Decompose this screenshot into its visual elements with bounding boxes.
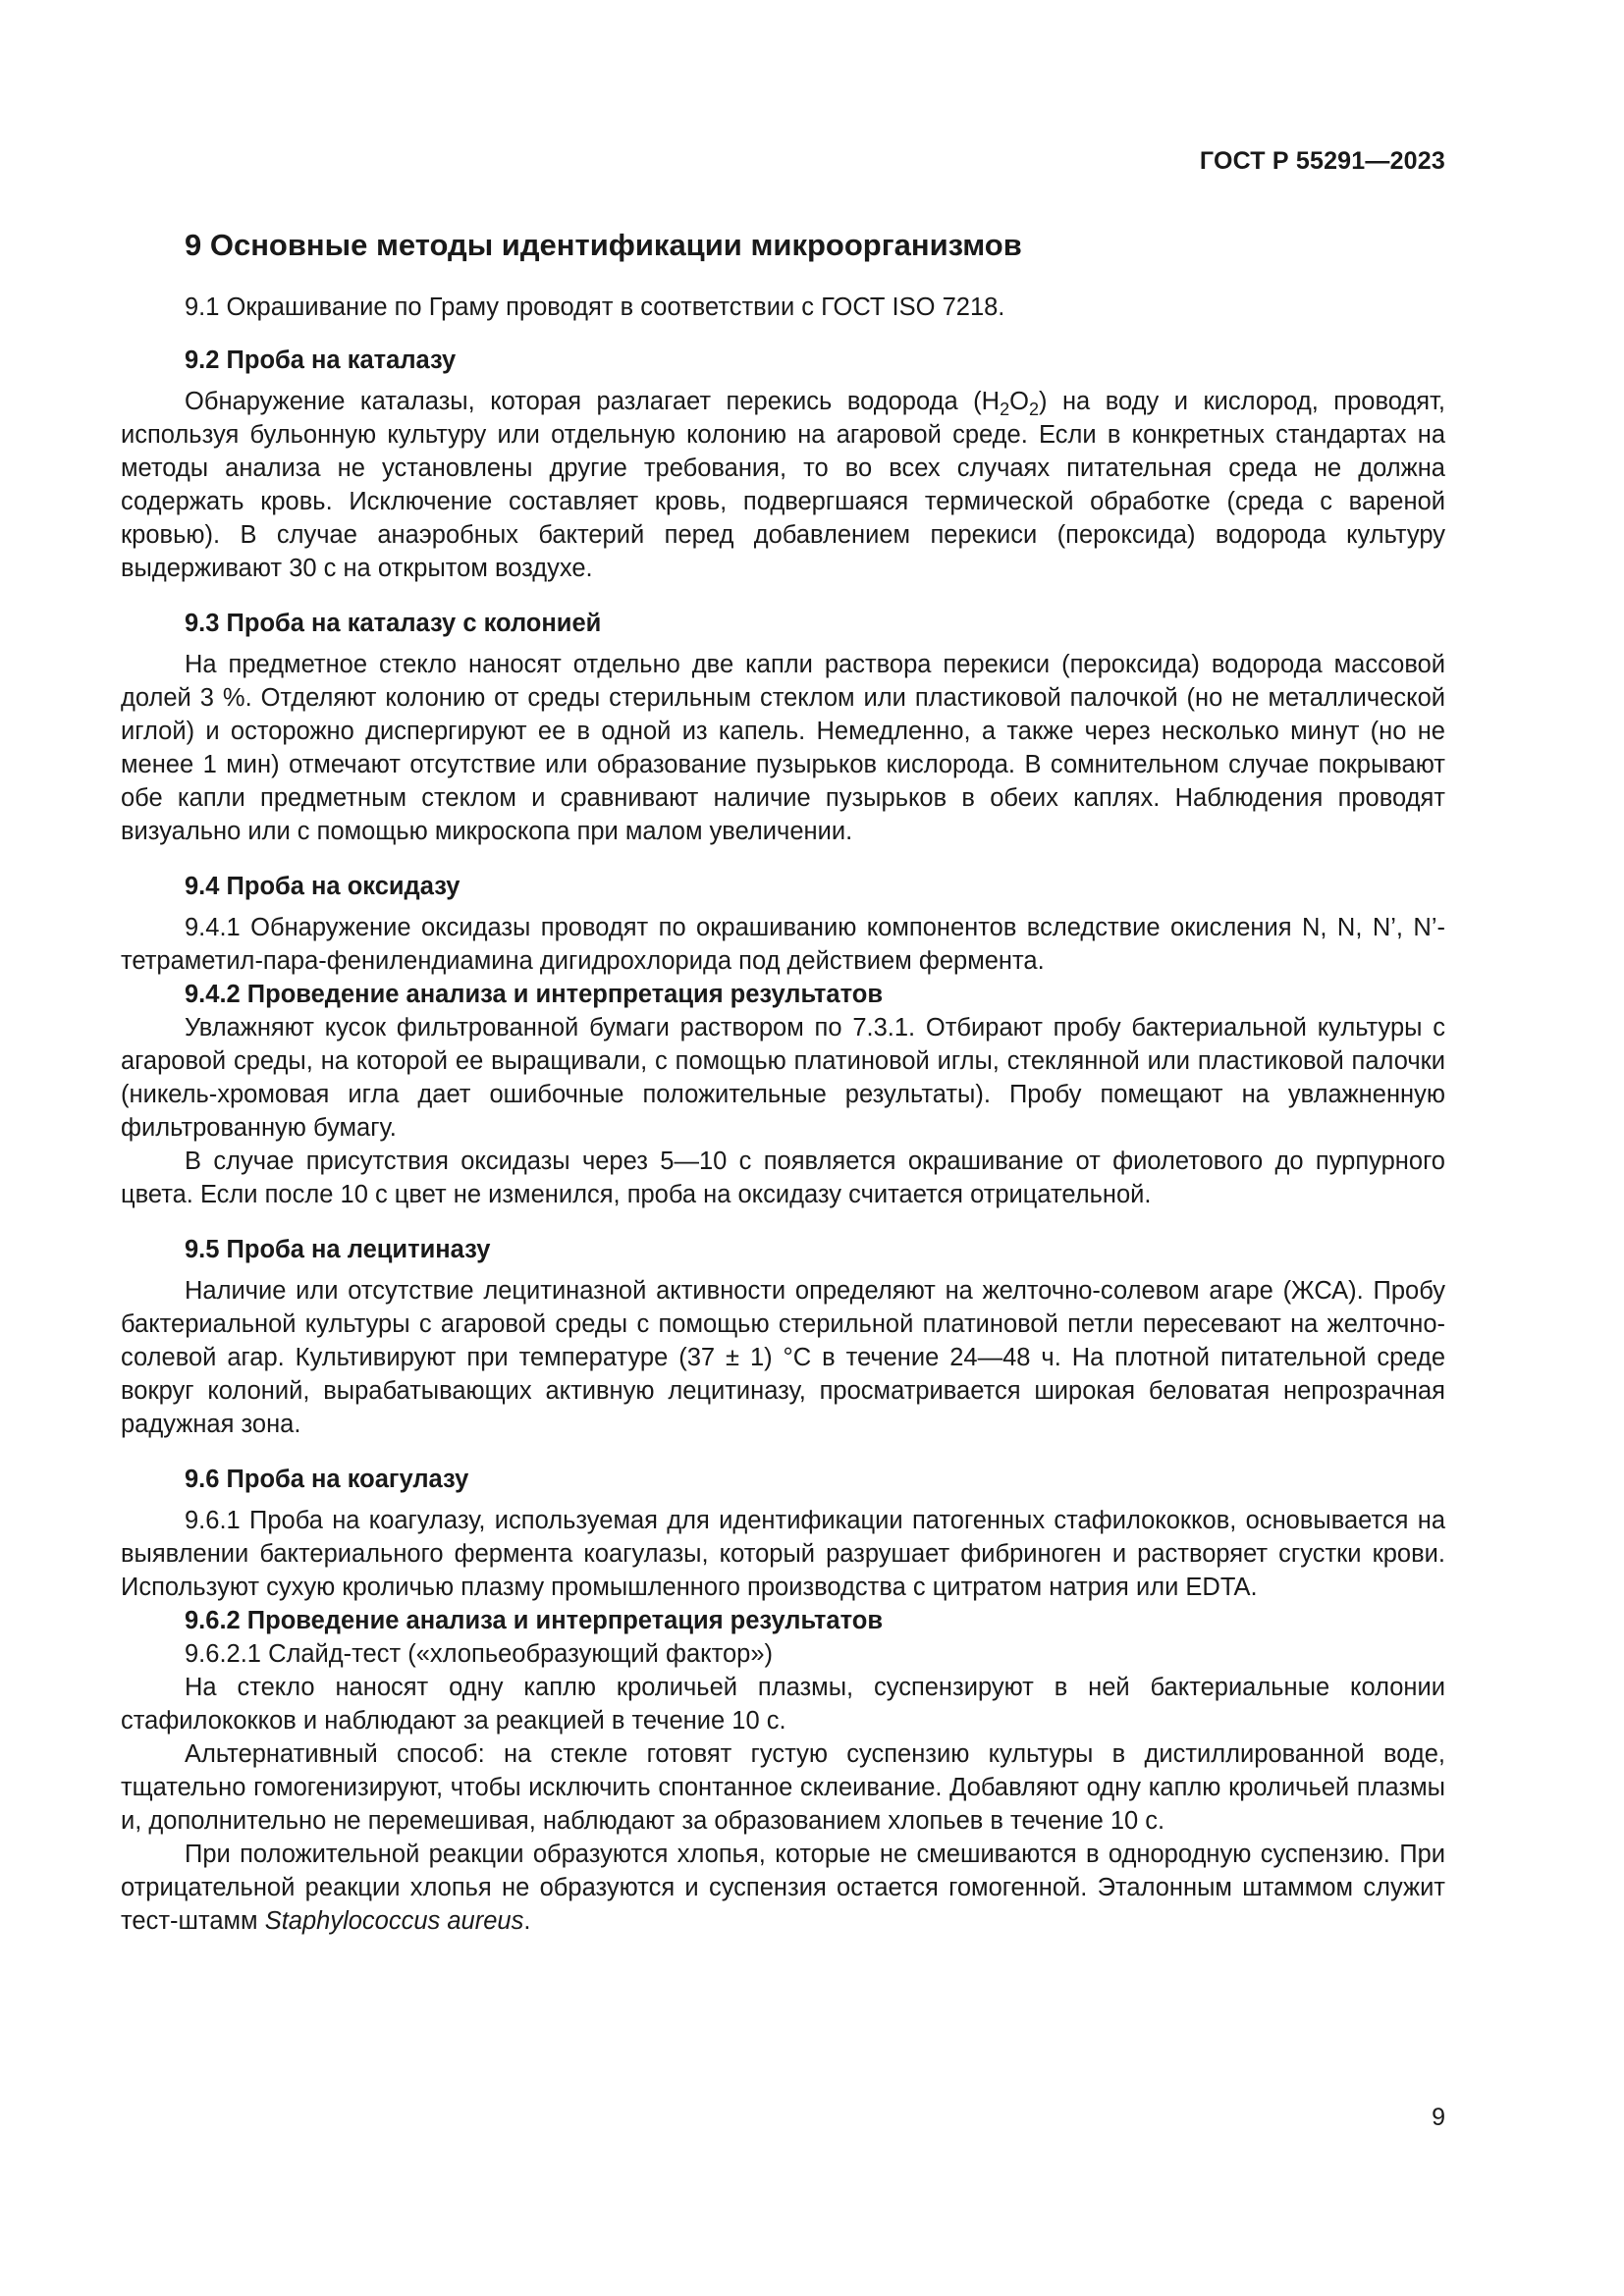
heading-9-4-2: 9.4.2 Проведение анализа и интерпретация результатов	[185, 981, 884, 1008]
heading-9-6: 9.6 Проба на коагулазу	[185, 1466, 469, 1493]
paragraph-9-6-1: 9.6.1 Проба на коагулазу, используемая для идентификации патогенных стафилококков, основывается на выявлении бактериального фермента коагулазы, который разрушает фибриноген и растворяет сгустки крови. Используют сухую кроличью плазму промышленного производства с цитратом натрия или EDTA.	[121, 1507, 1445, 1601]
heading-9-6-2: 9.6.2 Проведение анализа и интерпретация результатов	[185, 1607, 884, 1634]
heading-9-5: 9.5 Проба на лецитиназу	[185, 1236, 491, 1263]
heading-9-2: 9.2 Проба на каталазу	[185, 347, 457, 374]
paragraph-9-6-2-b: Альтернативный способ: на стекле готовят густую суспензию культуры в дистиллированной воде, тщательно гомогенизируют, чтобы исключить спонтанное склеивание. Добавляют одну каплю кроличьей плазмы и, дополнительно не перемешивая, наблюдают за образованием хлопьев в течение 10 с.	[121, 1740, 1445, 1835]
item-9-6-2-1: 9.6.2.1 Слайд-тест («хлопьеобразующий фактор»)	[185, 1640, 774, 1668]
page-content	[121, 226, 1445, 1938]
paragraph-9-4-2-a: Увлажняют кусок фильтрованной бумаги раствором по 7.3.1. Отбирают пробу бактериальной культуры с агаровой среды, на которой ее выращивали, с помощью платиновой иглы, стеклянной или пластиковой палочки (никель-хромовая игла дает ошибочные положительные результаты). Пробу помещают на увлажненную фильтрованную бумагу.	[121, 1014, 1445, 1142]
paragraph-9-6-2-c: При положительной реакции образуются хлопья, которые не смешиваются в однородную суспензию. При отрицательной реакции хлопья не образуются и суспензия остается гомогенной. Эталонным штаммом служит тест-штамм Staphylococcus aureus.	[121, 1841, 1445, 1935]
paragraph-9-1: 9.1 Окрашивание по Граму проводят в соответствии с ГОСТ ISO 7218.	[185, 294, 1005, 321]
paragraph-9-6-2-a: На стекло наносят одну каплю кроличьей плазмы, суспензируют в ней бактериальные колонии стафилококков и наблюдают за реакцией в течение 10 с.	[121, 1674, 1445, 1735]
paragraph-9-3: На предметное стекло наносят отдельно две капли раствора перекиси (пероксида) водорода массовой долей 3 %. Отделяют колонию от среды стерильным стеклом или пластиковой палочкой (но не металлической иглой) и осторожно диспергируют ее в одной из капель. Немедленно, а также через несколько минут (но не менее 1 мин) отмечают отсутствие или образование пузырьков кислорода. В сомнительном случае покрывают обе капли предметным стеклом и сравнивают наличие пузырьков в обеих каплях. Наблюдения проводят визуально или с помощью микроскопа при малом увеличении.	[121, 651, 1445, 845]
document-code: ГОСТ Р 55291—2023	[1199, 147, 1445, 175]
species-name: Staphylococcus aureus	[264, 1907, 524, 1935]
heading-9-4: 9.4 Проба на оксидазу	[185, 873, 460, 900]
paragraph-9-2: Обнаружение каталазы, которая разлагает перекись водорода $(H_2O_2)$ на воду и кислород, проводят, используя бульонную культуру или отдельную колонию на агаровой среде. Если в конкретных стандартах на методы анализа не установлены другие требования, то во всех случаях питательная среда не должна содержать кровь. Исключение составляет кровь, подвергшаяся термической обработке (среда с вареной кровью). В случае анаэробных бактерий перед добавлением перекиси (пероксида) водорода культуру выдерживают 30 с на открытом воздухе.	[121, 388, 1445, 582]
paragraph-9-4-1: 9.4.1 Обнаружение оксидазы проводят по окрашиванию компонентов вследствие окисления N, N, N’, N’-тетраметил-пара-фенилендиамина дигидрохлорида под действием фермента.	[121, 914, 1445, 975]
page-number: 9	[1432, 2104, 1445, 2131]
section-title: 9 Основные методы идентификации микроорганизмов	[185, 228, 1022, 262]
paragraph-9-4-2-b: В случае присутствия оксидазы через 5—10 с появляется окрашивание от фиолетового до пурпурного цвета. Если после 10 с цвет не изменился, проба на оксидазу считается отрицательной.	[121, 1148, 1445, 1208]
heading-9-3: 9.3 Проба на каталазу с колонией	[185, 610, 602, 637]
paragraph-9-5: Наличие или отсутствие лецитиназной активности определяют на желточно-солевом агаре (ЖСА). Пробу бактериальной культуры с агаровой среды с помощью стерильной платиновой петли пересевают на желточно-солевой агар. Культивируют при температуре (37 ± 1) °С в течение 24—48 ч. На плотной питательной среде вокруг колоний, вырабатывающих активную лецитиназу, просматривается широкая беловатая непрозрачная радужная зона.	[121, 1277, 1445, 1438]
